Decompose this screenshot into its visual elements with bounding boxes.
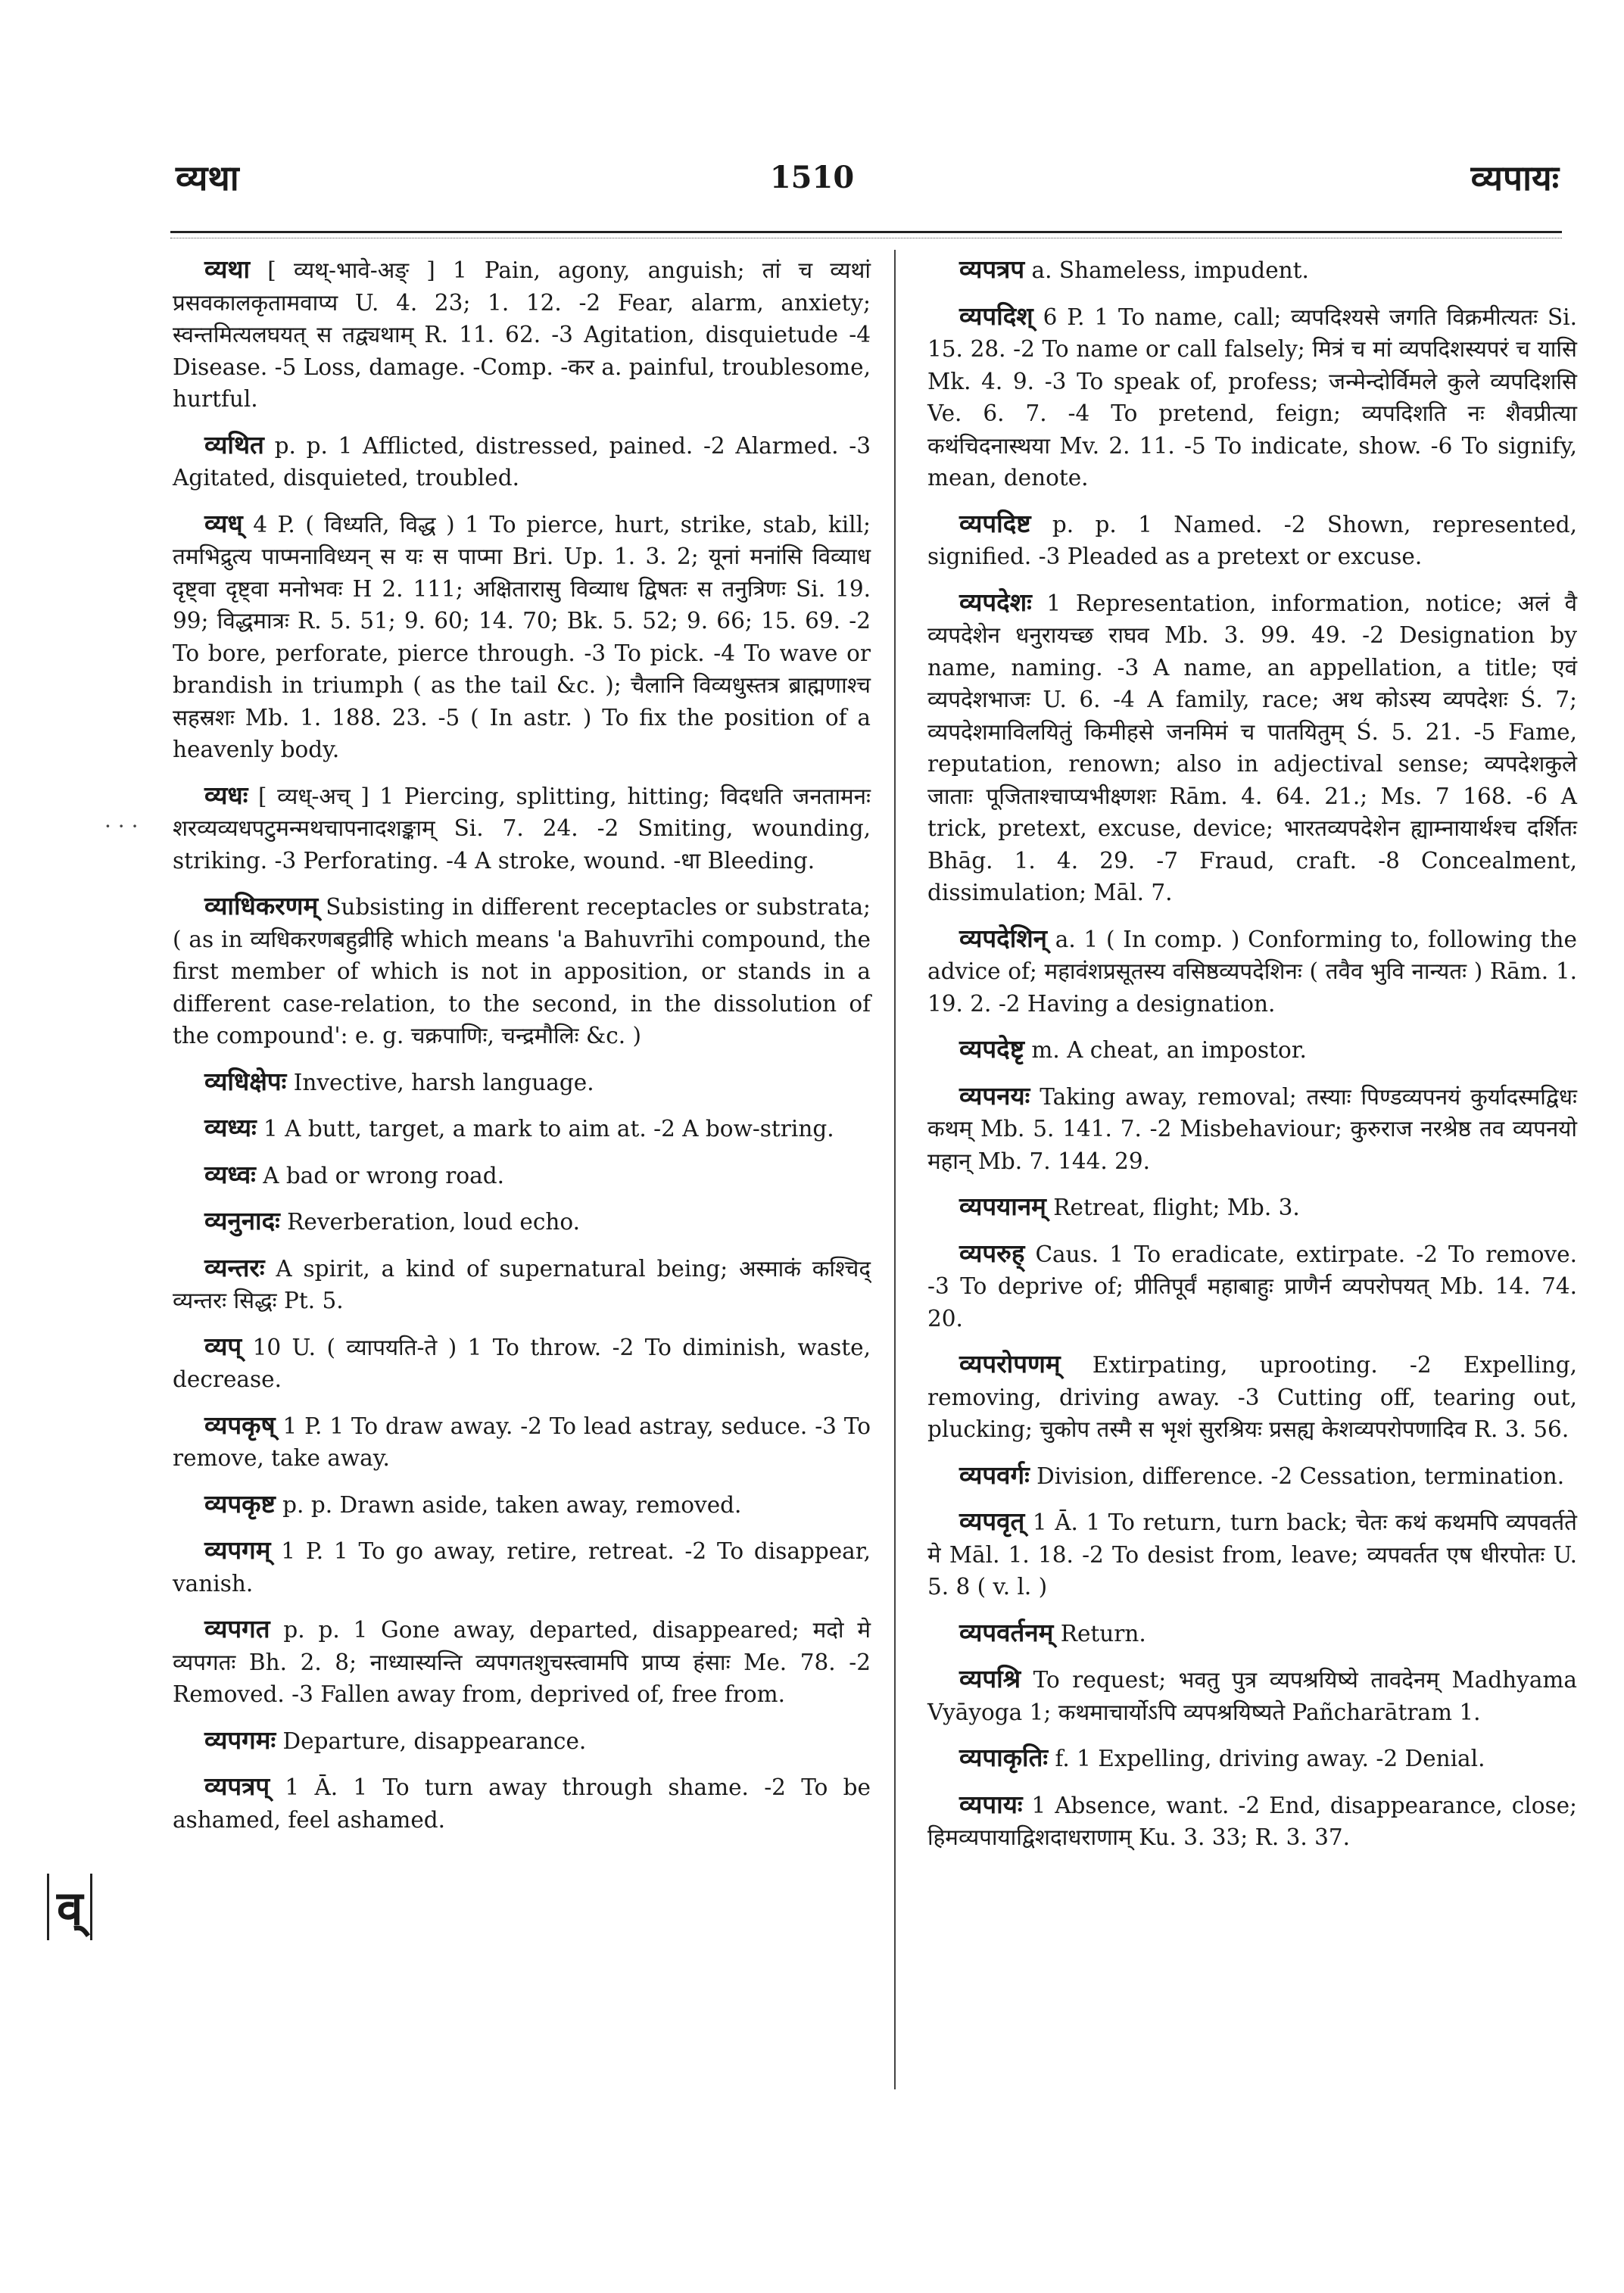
entry-definition: Departure, disappearance.: [276, 1728, 587, 1754]
entry-headword: व्यपवर्गः: [959, 1460, 1030, 1490]
entry-headword: व्यपनयः: [959, 1080, 1030, 1111]
dictionary-entry: [173, 1252, 871, 1317]
entry-definition: A bad or wrong road.: [255, 1162, 504, 1189]
entry-headword: व्यनुनादः: [204, 1206, 280, 1235]
entry-definition: 1 P. 1 To draw away. -2 To lead astray, seduce. -3 To remove, take away.: [173, 1413, 871, 1471]
dictionary-entry: [173, 1112, 871, 1145]
dictionary-entry: [927, 1742, 1577, 1775]
entry-definition: Subsisting in different receptacles or substrata; ( as in व्यधिकरणबहुव्रीहि which means 'a Bahuvrīhi compound, the first member of which is not in apposition, or stands in a different case-relation, to the second, in the dissolution of the compound': e. g. चक्रपाणिः, चन्द्रमौलिः &c. ): [173, 894, 871, 1048]
entry-headword: व्यपगमः: [204, 1724, 276, 1755]
dictionary-entry: [927, 254, 1577, 287]
entry-definition: Return.: [1053, 1620, 1146, 1647]
entry-headword: व्यपाकृतिः: [959, 1743, 1049, 1772]
entry-definition: p. p. Drawn aside, taken away, removed.: [275, 1491, 742, 1518]
dictionary-entry: [927, 923, 1577, 1020]
entry-headword: व्यपकृष्ट: [204, 1488, 276, 1519]
entry-headword: व्यपश्रि: [959, 1664, 1021, 1693]
entry-headword: व्यथा: [204, 254, 251, 284]
entry-definition: 1 Representation, information, notice; अलं वै व्यपदेशेन धनुरायच्छ राघव Mb. 3. 99. 49. -2 Designation by name, naming. -3 A name, an appellation, a title; एवं व्यपदेशभाजः U. 6. -4 A family, race; अथ कोऽस्य व्यपदेशः Ś. 7; व्यपदेशमाविलयितुं किमीहसे जनमिमं च पातयितुम् Ś. 5. 21. -5 Fame, reputation, renown; also in adjectival sense; व्यपदेशकुले जाताः पूजिताश्चाप्यभीक्ष्णशः Rām. 4. 64. 21.; Ms. 7 168. -6 A trick, pretext, excuse, device; भारतव्यपदेशेन ह्याम्नायार्थश्च दर्शितः Bhāg. 1. 4. 29. -7 Fraud, craft. -8 Concealment, dissimulation; Māl. 7.: [927, 590, 1577, 905]
dictionary-entry: [927, 1460, 1577, 1493]
dictionary-entry: [927, 1191, 1577, 1224]
dictionary-entry: [173, 1066, 871, 1099]
dictionary-entry: [927, 508, 1577, 573]
entry-headword: व्यपदेशिन्: [959, 923, 1047, 953]
entry-headword: व्यपकृष्: [204, 1410, 276, 1440]
entry-definition: Taking away, removal; तस्याः पिण्डव्यपनयं कुर्यादस्मद्विधः कथम् Mb. 5. 141. 7. -2 Misbehaviour; कुरुराज नरश्रेष्ठ तव व्यपनयो महान् Mb. 7. 144. 29.: [927, 1083, 1577, 1174]
dictionary-entry: [173, 1331, 871, 1396]
entry-headword: व्यन्तरः: [204, 1252, 265, 1282]
dictionary-entry: [173, 1488, 871, 1522]
dictionary-entry: [927, 1789, 1577, 1854]
entry-definition: f. 1 Expelling, driving away. -2 Denial.: [1048, 1746, 1485, 1771]
entry-headword: व्यपवृत्: [959, 1506, 1025, 1536]
entry-headword: व्यपगम्: [204, 1535, 271, 1565]
dictionary-entry: [927, 1663, 1577, 1728]
entry-definition: Invective, harsh language.: [286, 1069, 594, 1095]
entry-definition: p. p. 1 Afflicted, distressed, pained. -2 Alarmed. -3 Agitated, disquieted, troubled.: [173, 432, 871, 491]
right-column: [927, 254, 1577, 1868]
dictionary-entry: [173, 1410, 871, 1475]
entry-definition: Caus. 1 To eradicate, extirpate. -2 To remove. -3 To deprive of; प्रीतिपूर्वं महाबाहुः प्राणैर्न व्यपरोपयत् Mb. 14. 74. 20.: [927, 1241, 1577, 1332]
entry-definition: 1 P. 1 To go away, retire, retreat. -2 To disappear, vanish.: [173, 1538, 871, 1597]
entry-headword: व्यपदिष्ट: [959, 508, 1031, 538]
dictionary-entry: [173, 1724, 871, 1758]
entry-headword: व्यधिक्षेपः: [204, 1066, 287, 1096]
entry-definition: p. p. 1 Gone away, departed, disappeared; मदो मे व्यपगतः Bh. 2. 8; नाध्यास्यन्ति व्यपगतशुचस्त्वामपि प्राप्य हंसाः Me. 78. -2 Removed. -3 Fallen away from, deprived of, free from.: [173, 1617, 871, 1707]
margin-thumb-index: व्: [47, 1874, 92, 1940]
entry-definition: Extirpating, uprooting. -2 Expelling, removing, driving away. -3 Cutting off, tearing out, plucking; चुकोप तस्मै स भृशं सुरश्रियः प्रसह्य केशव्यपरोपणादिव R. 3. 56.: [927, 1352, 1577, 1442]
header-last-word: व्यपायः: [1470, 157, 1559, 198]
entry-headword: व्यपयानम्: [959, 1192, 1046, 1221]
entry-headword: व्यध्यः: [204, 1113, 257, 1142]
entry-definition: Reverberation, loud echo.: [279, 1209, 580, 1235]
entry-definition: 1 Absence, want. -2 End, disappearance, close; हिमव्यपायाद्विशदाधराणाम् Ku. 3. 33; R. 3. 37.: [927, 1792, 1577, 1850]
dictionary-entry: [927, 1348, 1577, 1446]
dictionary-entry: [173, 1205, 871, 1238]
header-rule: [170, 231, 1562, 233]
entry-definition: a. 1 ( In comp. ) Conforming to, following the advice of; महावंशप्रसूतस्य वसिष्ठव्यपदेशिनः ( तवैव भुवि नान्यतः ) Rām. 1. 19. 2. -2 Having a designation.: [927, 926, 1577, 1017]
dictionary-entry: [927, 1506, 1577, 1603]
entry-headword: व्यपगत: [204, 1614, 270, 1643]
dictionary-entry: [173, 1613, 871, 1711]
entry-definition: Division, difference. -2 Cessation, termination.: [1029, 1463, 1565, 1489]
entry-headword: व्यपत्रप: [959, 254, 1025, 284]
dictionary-entry: [927, 301, 1577, 494]
dictionary-entry: [927, 1033, 1577, 1067]
dictionary-entry: [927, 587, 1577, 909]
entry-headword: व्यधः: [204, 780, 248, 810]
entry-headword: व्यपदिश्: [959, 301, 1033, 331]
entry-definition: 6 P. 1 To name, call; व्यपदिश्यसे जगति विक्रमीत्यतः Si. 15. 28. -2 To name or call falsely; मित्रं च मां व्यपदिशस्यपरं च यासि Mk. 4. 9. -3 To speak of, profess; जन्मेन्दोर्विमले कुले व्यपदिशसि Ve. 6. 7. -4 To pretend, feign; व्यपदिशति नः शैवप्रीत्या कथंचिदनास्थया Mv. 2. 11. -5 To indicate, show. -6 To signify, mean, denote.: [927, 304, 1577, 491]
dictionary-entry: [173, 1159, 871, 1192]
entry-definition: p. p. 1 Named. -2 Shown, represented, signified. -3 Pleaded as a pretext or excuse.: [927, 511, 1577, 569]
entry-definition: 10 U. ( व्यापयति-ते ) 1 To throw. -2 To diminish, waste, decrease.: [173, 1334, 871, 1392]
dictionary-entry: [173, 429, 871, 494]
dictionary-entry: [927, 1617, 1577, 1650]
dictionary-entry: [927, 1080, 1577, 1178]
margin-dots: · · ·: [104, 814, 139, 839]
entry-headword: व्यपरुह्: [959, 1238, 1025, 1268]
entry-definition: [ व्यथ्-भावे-अङ् ] 1 Pain, agony, anguish; तां च व्यथां प्रसवकालकृतामवाप्य U. 4. 23; 1. 12. -2 Fear, alarm, anxiety; स्वन्तमित्यलघयत् स तद्व्यथाम् R. 11. 62. -3 Agitation, disquietude -4 Disease. -5 Loss, damage. -Comp. -कर a. painful, troublesome, hurtful.: [173, 257, 871, 412]
column-divider: [894, 250, 896, 2089]
entry-headword: व्यथित: [204, 429, 264, 460]
entry-definition: To request; भवतु पुत्र व्यपश्रयिष्ये तावदेनम् Madhyama Vyāyoga 1; कथमाचार्योऽपि व्यपश्रयिष्यते Pañcharātram 1.: [927, 1667, 1577, 1725]
entry-definition: 1 Ā. 1 To turn away through shame. -2 To be ashamed, feel ashamed.: [173, 1774, 871, 1833]
entry-headword: व्यपवर्तनम्: [959, 1617, 1054, 1647]
left-column: [173, 254, 871, 1849]
entry-definition: m. A cheat, an impostor.: [1024, 1037, 1307, 1063]
entry-headword: व्यध्: [204, 508, 243, 538]
entry-headword: व्याधिकरणम्: [204, 891, 319, 921]
entry-definition: A spirit, a kind of supernatural being; अस्माकं कश्चिद् व्यन्तरः सिद्धः Pt. 5.: [173, 1255, 871, 1313]
dictionary-entry: [173, 508, 871, 766]
entry-headword: व्यपदेशः: [959, 587, 1032, 617]
page-number: 1510: [769, 160, 855, 195]
entry-headword: व्यपदेष्टृ: [959, 1034, 1024, 1064]
entry-definition: 1 Ā. 1 To return, turn back; चेतः कथं कथमपि व्यपवर्तते मे Māl. 1. 18. -2 To desist from, leave; व्यपवर्तत एष धीरपोतः U. 5. 8 ( v. l. ): [927, 1509, 1577, 1600]
entry-headword: व्यपरोपणम्: [959, 1349, 1061, 1379]
entry-headword: व्यध्वः: [204, 1159, 256, 1189]
entry-headword: व्यपायः: [959, 1789, 1023, 1819]
dictionary-entry: [173, 1534, 871, 1600]
entry-definition: 1 A butt, target, a mark to aim at. -2 A bow-string.: [256, 1116, 834, 1142]
dictionary-entry: [173, 254, 871, 416]
dictionary-entry: [173, 780, 871, 877]
dictionary-entry: [173, 1771, 871, 1836]
entry-definition: Retreat, flight; Mb. 3.: [1046, 1195, 1300, 1220]
entry-definition: a. Shameless, impudent.: [1024, 257, 1309, 283]
entry-definition: 4 P. ( विध्यति, विद्ध ) 1 To pierce, hurt, strike, stab, kill; तमभिद्रुत्य पाप्मनाविध्यन् स यः स पाप्मा Bri. Up. 1. 3. 2; यूनां मनांसि विव्याध दृष्ट्वा दृष्ट्वा मनोभवः H 2. 111; अक्षितारासु विव्याध द्विषतः स तनुत्रिणः Si. 19. 99; विद्धमात्रः R. 5. 51; 9. 60; 14. 70; Bk. 5. 52; 9. 66; 15. 69. -2 To bore, perforate, pierce through. -3 To pick. -4 To wave or brandish in triumph ( as the tail &c. ); चैलानि विव्यधुस्तत्र ब्राह्मणाश्च सहस्रशः Mb. 1. 188. 23. -5 ( In astr. ) To fix the position of a heavenly body.: [173, 511, 871, 762]
entry-headword: व्यप्: [204, 1331, 242, 1361]
entry-headword: व्यपत्रप्: [204, 1771, 270, 1801]
dictionary-entry: [173, 890, 871, 1052]
dictionary-entry: [927, 1238, 1577, 1335]
entry-definition: [ व्यध्-अच् ] 1 Piercing, splitting, hitting; विदधति जनतामनः शरव्यव्यधपटुमन्मथचापनादशङ्काम् Si. 7. 24. -2 Smiting, wounding, striking. -3 Perforating. -4 A stroke, wound. -धा Bleeding.: [173, 783, 871, 874]
header-first-word: व्यथा: [176, 157, 239, 198]
